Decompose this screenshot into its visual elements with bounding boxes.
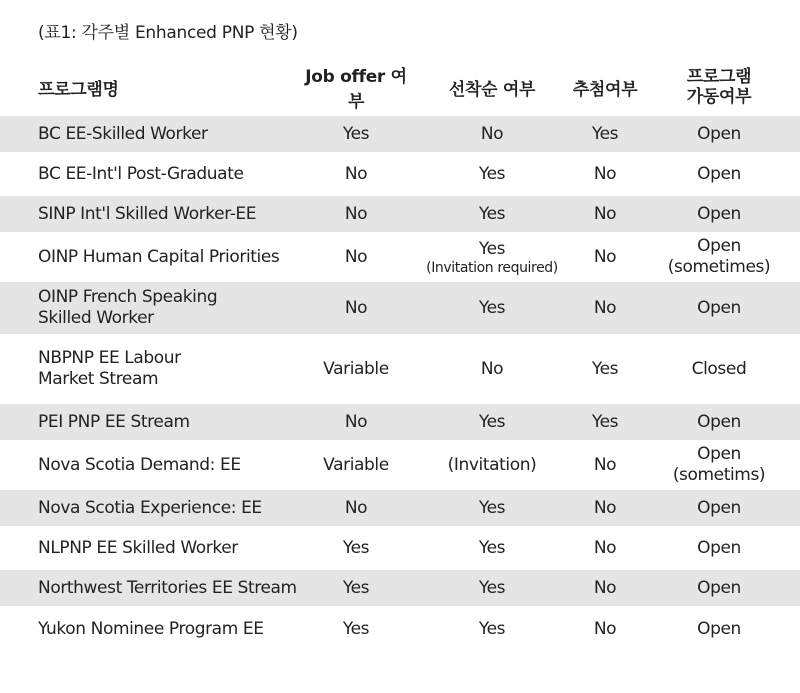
cell-program-name-text: Northwest Territories EE Stream [38,577,297,598]
cell-program-status [638,442,800,488]
cell-first-come-text: (Invitation) [447,454,537,475]
cell-program-name [0,608,300,648]
cell-note: (Invitation required) [426,259,558,276]
table-row [0,194,800,234]
cell-program-name [0,488,300,528]
cell-job-offer-text: Yes [342,577,370,598]
cell-program-status [638,402,800,442]
cell-job-offer-text: No [344,297,368,318]
cell-lottery-text: No [593,618,617,639]
cell-program-status [638,488,800,528]
cell-lottery-text: No [593,537,617,558]
cell-job-offer-text: No [344,411,368,432]
cell-program-name [0,194,300,234]
cell-program-name [0,528,300,568]
table-row [0,402,800,442]
cell-program-status-text: Open [697,577,741,598]
cell-program-status-text: Open [697,537,741,558]
cell-first-come [412,154,572,194]
table-row [0,568,800,608]
cell-lottery-text: No [593,163,617,184]
cell-job-offer [300,154,412,194]
cell-program-status [638,114,800,154]
cell-program-name [0,154,300,194]
cell-program-name [0,402,300,442]
table-row [0,114,800,154]
cell-job-offer-text: Yes [342,618,370,639]
cell-program-name-text: Nova Scotia Experience: EE [38,497,262,518]
cell-lottery [572,336,638,402]
cell-program-name-text: Nova Scotia Demand: EE [38,454,241,475]
cell-first-come [412,336,572,402]
table-row [0,336,800,402]
cell-program-status-text: Open [697,297,741,318]
cell-job-offer [300,568,412,608]
cell-job-offer [300,488,412,528]
cell-first-come [412,488,572,528]
cell-first-come [412,114,572,154]
cell-first-come-text: Yes [478,163,506,184]
cell-program-status [638,280,800,336]
cell-first-come-text: Yes [478,618,506,639]
table-row [0,154,800,194]
cell-program-name [0,568,300,608]
cell-first-come [412,194,572,234]
cell-lottery [572,608,638,648]
cell-lottery-text: Yes [591,123,619,144]
table-row [0,488,800,528]
cell-program-name-text: NLPNP EE Skilled Worker [38,537,238,558]
cell-job-offer [300,336,412,402]
cell-job-offer-text: No [344,163,368,184]
cell-lottery-text: No [593,454,617,475]
cell-first-come [412,528,572,568]
cell-job-offer [300,528,412,568]
cell-lottery-text: Yes [591,411,619,432]
cell-program-name-text: BC EE-Int'l Post-Graduate [38,163,244,184]
cell-program-name [0,234,300,280]
cell-first-come-text: Yes [478,537,506,558]
cell-lottery [572,194,638,234]
cell-job-offer-text: No [344,246,368,267]
cell-program-status-text: Open [697,203,741,224]
cell-job-offer [300,280,412,336]
table-row [0,528,800,568]
table-row [0,280,800,336]
cell-program-status [638,568,800,608]
cell-program-name-text: PEI PNP EE Stream [38,411,190,432]
cell-job-offer [300,402,412,442]
cell-program-status-text: Open [697,497,741,518]
header-job-offer: Job offer 여부 [305,67,407,112]
cell-program-name-text: Yukon Nominee Program EE [38,618,264,639]
cell-first-come-text: No [480,123,504,144]
cell-lottery-text: Yes [591,358,619,379]
cell-job-offer [300,114,412,154]
cell-program-status-text: Closed [691,358,747,379]
cell-program-name-text: OINP Human Capital Priorities [38,246,280,267]
table-caption: (표1: 각주별 Enhanced PNP 현황) [38,23,298,43]
cell-job-offer-text: No [344,203,368,224]
cell-lottery-text: No [593,577,617,598]
cell-first-come [412,568,572,608]
cell-program-status [638,336,800,402]
cell-job-offer [300,194,412,234]
header-row [0,62,800,114]
cell-lottery-text: No [593,297,617,318]
header-program-name: 프로그램명 [38,79,119,100]
cell-program-name-text: NBPNP EE Labour Market Stream [38,348,181,389]
cell-first-come-text: Yes [478,297,506,318]
cell-first-come-text: Yes [478,238,506,259]
cell-lottery-text: No [593,203,617,224]
cell-job-offer-text: Yes [342,123,370,144]
cell-program-status-text: Open (sometims) [672,444,766,485]
cell-first-come [412,442,572,488]
cell-program-status [638,528,800,568]
cell-program-name [0,336,300,402]
cell-first-come-text: No [480,358,504,379]
cell-job-offer-text: No [344,497,368,518]
cell-job-offer [300,234,412,280]
cell-lottery [572,154,638,194]
header-first-come: 선착순 여부 [448,79,536,100]
cell-program-status-text: Open [697,163,741,184]
cell-program-status [638,154,800,194]
cell-program-name [0,114,300,154]
cell-lottery-text: No [593,497,617,518]
cell-first-come-text: Yes [478,577,506,598]
cell-lottery [572,442,638,488]
cell-lottery [572,488,638,528]
cell-lottery [572,234,638,280]
cell-program-status [638,608,800,648]
cell-first-come [412,402,572,442]
table-row [0,234,800,280]
cell-first-come-text: Yes [478,203,506,224]
cell-lottery [572,114,638,154]
cell-first-come-text: Yes [478,497,506,518]
cell-program-status-text: Open [697,618,741,639]
header-lottery: 추첨여부 [572,79,638,100]
cell-program-name [0,442,300,488]
cell-program-status-text: Open [697,411,741,432]
cell-first-come-text: Yes [478,411,506,432]
cell-lottery [572,568,638,608]
cell-lottery [572,280,638,336]
cell-job-offer-text: Variable [323,358,389,379]
cell-job-offer [300,442,412,488]
cell-program-status-text: Open [697,123,741,144]
cell-job-offer [300,608,412,648]
cell-program-name [0,280,300,336]
header-program-status: 프로그램 가동여부 [686,67,752,107]
cell-lottery [572,402,638,442]
cell-lottery [572,528,638,568]
cell-job-offer-text: Variable [323,454,389,475]
cell-first-come [412,234,572,280]
cell-program-name-text: BC EE-Skilled Worker [38,123,208,144]
cell-first-come [412,280,572,336]
table-body [0,114,800,648]
table-row [0,442,800,488]
table-row [0,608,800,648]
cell-program-status-text: Open (sometimes) [667,236,771,277]
cell-job-offer-text: Yes [342,537,370,558]
cell-program-status [638,194,800,234]
cell-program-name-text: SINP Int'l Skilled Worker-EE [38,203,257,224]
cell-first-come [412,608,572,648]
cell-program-status [638,234,800,280]
cell-lottery-text: No [593,246,617,267]
pnp-status-table [0,62,800,648]
cell-program-name-text: OINP French Speaking Skilled Worker [38,287,218,328]
